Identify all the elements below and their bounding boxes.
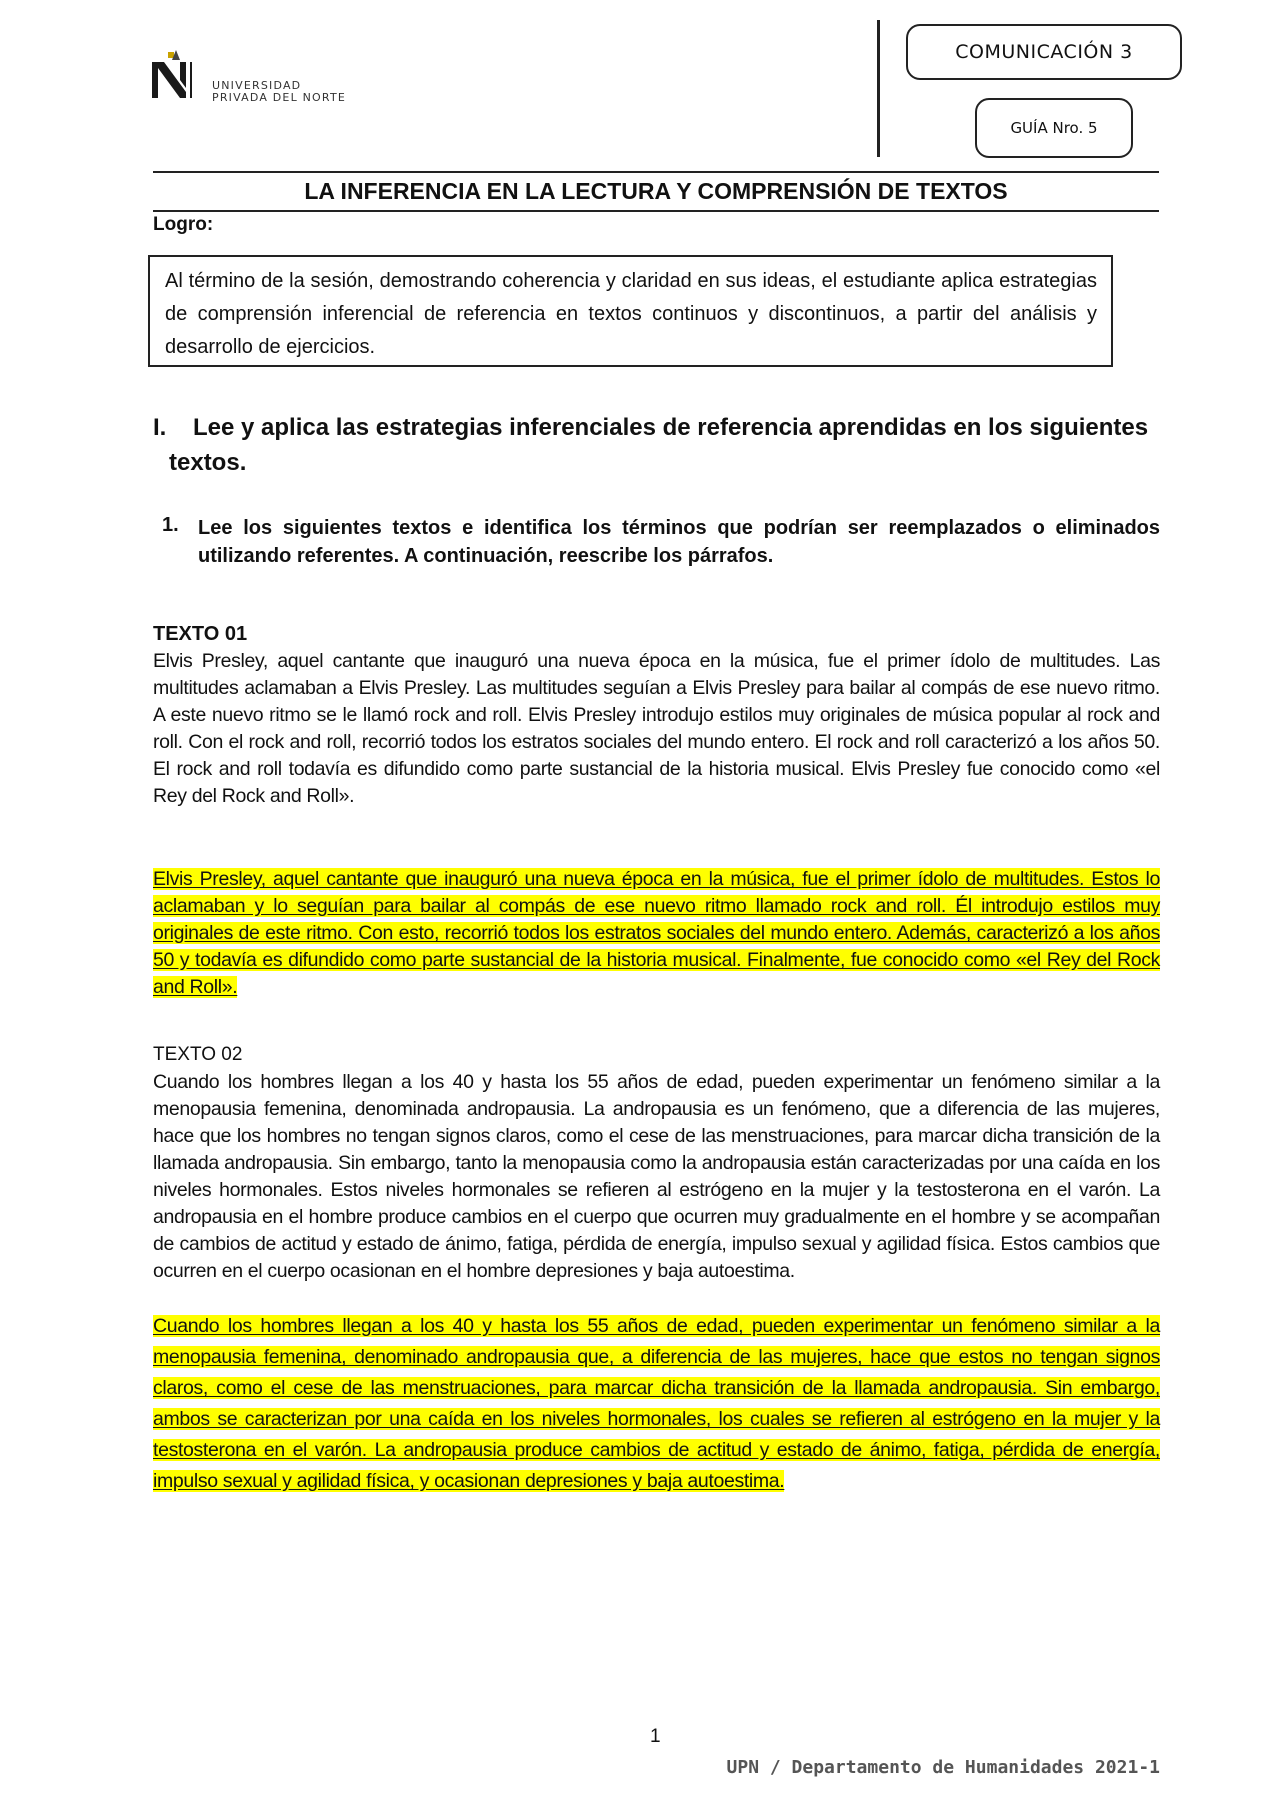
texto01-rewritten-text: Elvis Presley, aquel cantante que inauguró una nueva época en la música, fue el primer ídolo de multitudes. Estos lo aclamaban y lo seguían para bailar al compás de ese nuevo ritmo llamado rock and roll. Él introdujo estilos muy originales de este ritmo. Con esto, recorrió todos los estratos sociales del mundo entero. Además, caracterizó a los años 50 y todavía es difundido como parte sustancial de la historia musical. Finalmente, fue conocido como «el Rey del Rock and Roll». <box>153 868 1160 998</box>
section-number: I. <box>153 414 167 441</box>
title-top-rule <box>153 171 1159 173</box>
footer-text: UPN / Departamento de Humanidades 2021-1 <box>726 1757 1160 1778</box>
section-heading <box>153 410 1160 480</box>
section-heading-line1: Lee y aplica las estrategias inferenciales de referencia aprendidas en los siguientes <box>193 414 1149 441</box>
texto02-rewritten <box>153 1311 1160 1497</box>
page-title: LA INFERENCIA EN LA LECTURA Y COMPRENSIÓN DE TEXTOS <box>304 178 1008 204</box>
university-name-line2: PRIVADA DEL NORTE <box>212 91 347 104</box>
texto02-rewritten-text: Cuando los hombres llegan a los 40 y hasta los 55 años de edad, pueden experimentar un fenómeno similar a la menopausia femenina, denominado andropausia que, a diferencia de las mujeres, hace que estos no tengan signos claros, como el cese de las menstruaciones, para marcar dicha transición de la llamada andropausia. Sin embargo, ambos se caracterizan por una caída en los niveles hormonales, los cuales se refieren al estrógeno en la mujer y la testosterona en el varón. La andropausia produce cambios de actitud y estado de ánimo, fatiga, pérdida de energía, impulso sexual y agilidad física, y ocasionan depresiones y baja autoestima. <box>153 1315 1160 1492</box>
upn-logo-icon <box>150 48 210 108</box>
texto01-original: Elvis Presley, aquel cantante que inauguró una nueva época en la música, fue el primer ídolo de multitudes. Las multitudes aclamaban a Elvis Presley. Las multitudes seguían a Elvis Presley para bailar al compás de ese nuevo ritmo. A este nuevo ritmo se le llamó rock and roll. Elvis Presley introdujo estilos muy originales de música popular al rock and roll. Con el rock and roll, recorrió todos los estratos sociales del mundo entero. El rock and roll caracterizó a los años 50. El rock and roll todavía es difundido como parte sustancial de la historia musical. Elvis Presley fue conocido como «el Rey del Rock and Roll». <box>153 650 1160 807</box>
university-name-line1: UNIVERSIDAD <box>212 79 302 92</box>
logro-label: Logro: <box>153 214 214 235</box>
instruction-number: 1. <box>162 514 179 536</box>
page-number: 1 <box>650 1726 661 1747</box>
guide-badge: GUÍA Nro. 5 <box>975 98 1133 158</box>
university-logo <box>150 48 390 108</box>
texto02-original: Cuando los hombres llegan a los 40 y hasta los 55 años de edad, pueden experimentar un fenómeno similar a la menopausia femenina, denominada andropausia. La andropausia es un fenómeno, que a diferencia de las mujeres, hace que los hombres no tengan signos claros, como el cese de las menstruaciones, para marcar dicha transición de la llamada andropausia. Sin embargo, tanto la menopausia como la andropausia están caracterizadas por una caída en los niveles hormonales. Estos niveles hormonales se refieren al estrógeno en la mujer y la testosterona en el varón. La andropausia en el hombre produce cambios en el cuerpo que ocurren muy gradualmente en el hombre y se acompañan de cambios de actitud y estado de ánimo, fatiga, pérdida de energía, impulso sexual y agilidad física. Estos cambios que ocurren en el cuerpo ocasionan en el hombre depresiones y baja autoestima. <box>153 1071 1160 1282</box>
course-badge: COMUNICACIÓN 3 <box>906 24 1182 80</box>
logro-box <box>148 255 1113 367</box>
texto01-label: TEXTO 01 <box>153 623 248 645</box>
title-bottom-rule <box>153 210 1159 212</box>
instruction-text: Lee los siguientes textos e identifica los términos que podrían ser reemplazados o eliminados utilizando referentes. A continuación, reescribe los párrafos. <box>198 517 1160 567</box>
header-divider <box>877 20 880 157</box>
logro-text: Al término de la sesión, demostrando coherencia y claridad en sus ideas, el estudiante aplica estrategias de comprensión inferencial de referencia en textos continuos y discontinuos, a partir del análisis y desarrollo de ejercicios. <box>165 270 1097 358</box>
texto01-rewritten <box>153 866 1160 1001</box>
texto02-label: TEXTO 02 <box>153 1044 243 1065</box>
section-heading-line2: textos. <box>169 449 247 476</box>
